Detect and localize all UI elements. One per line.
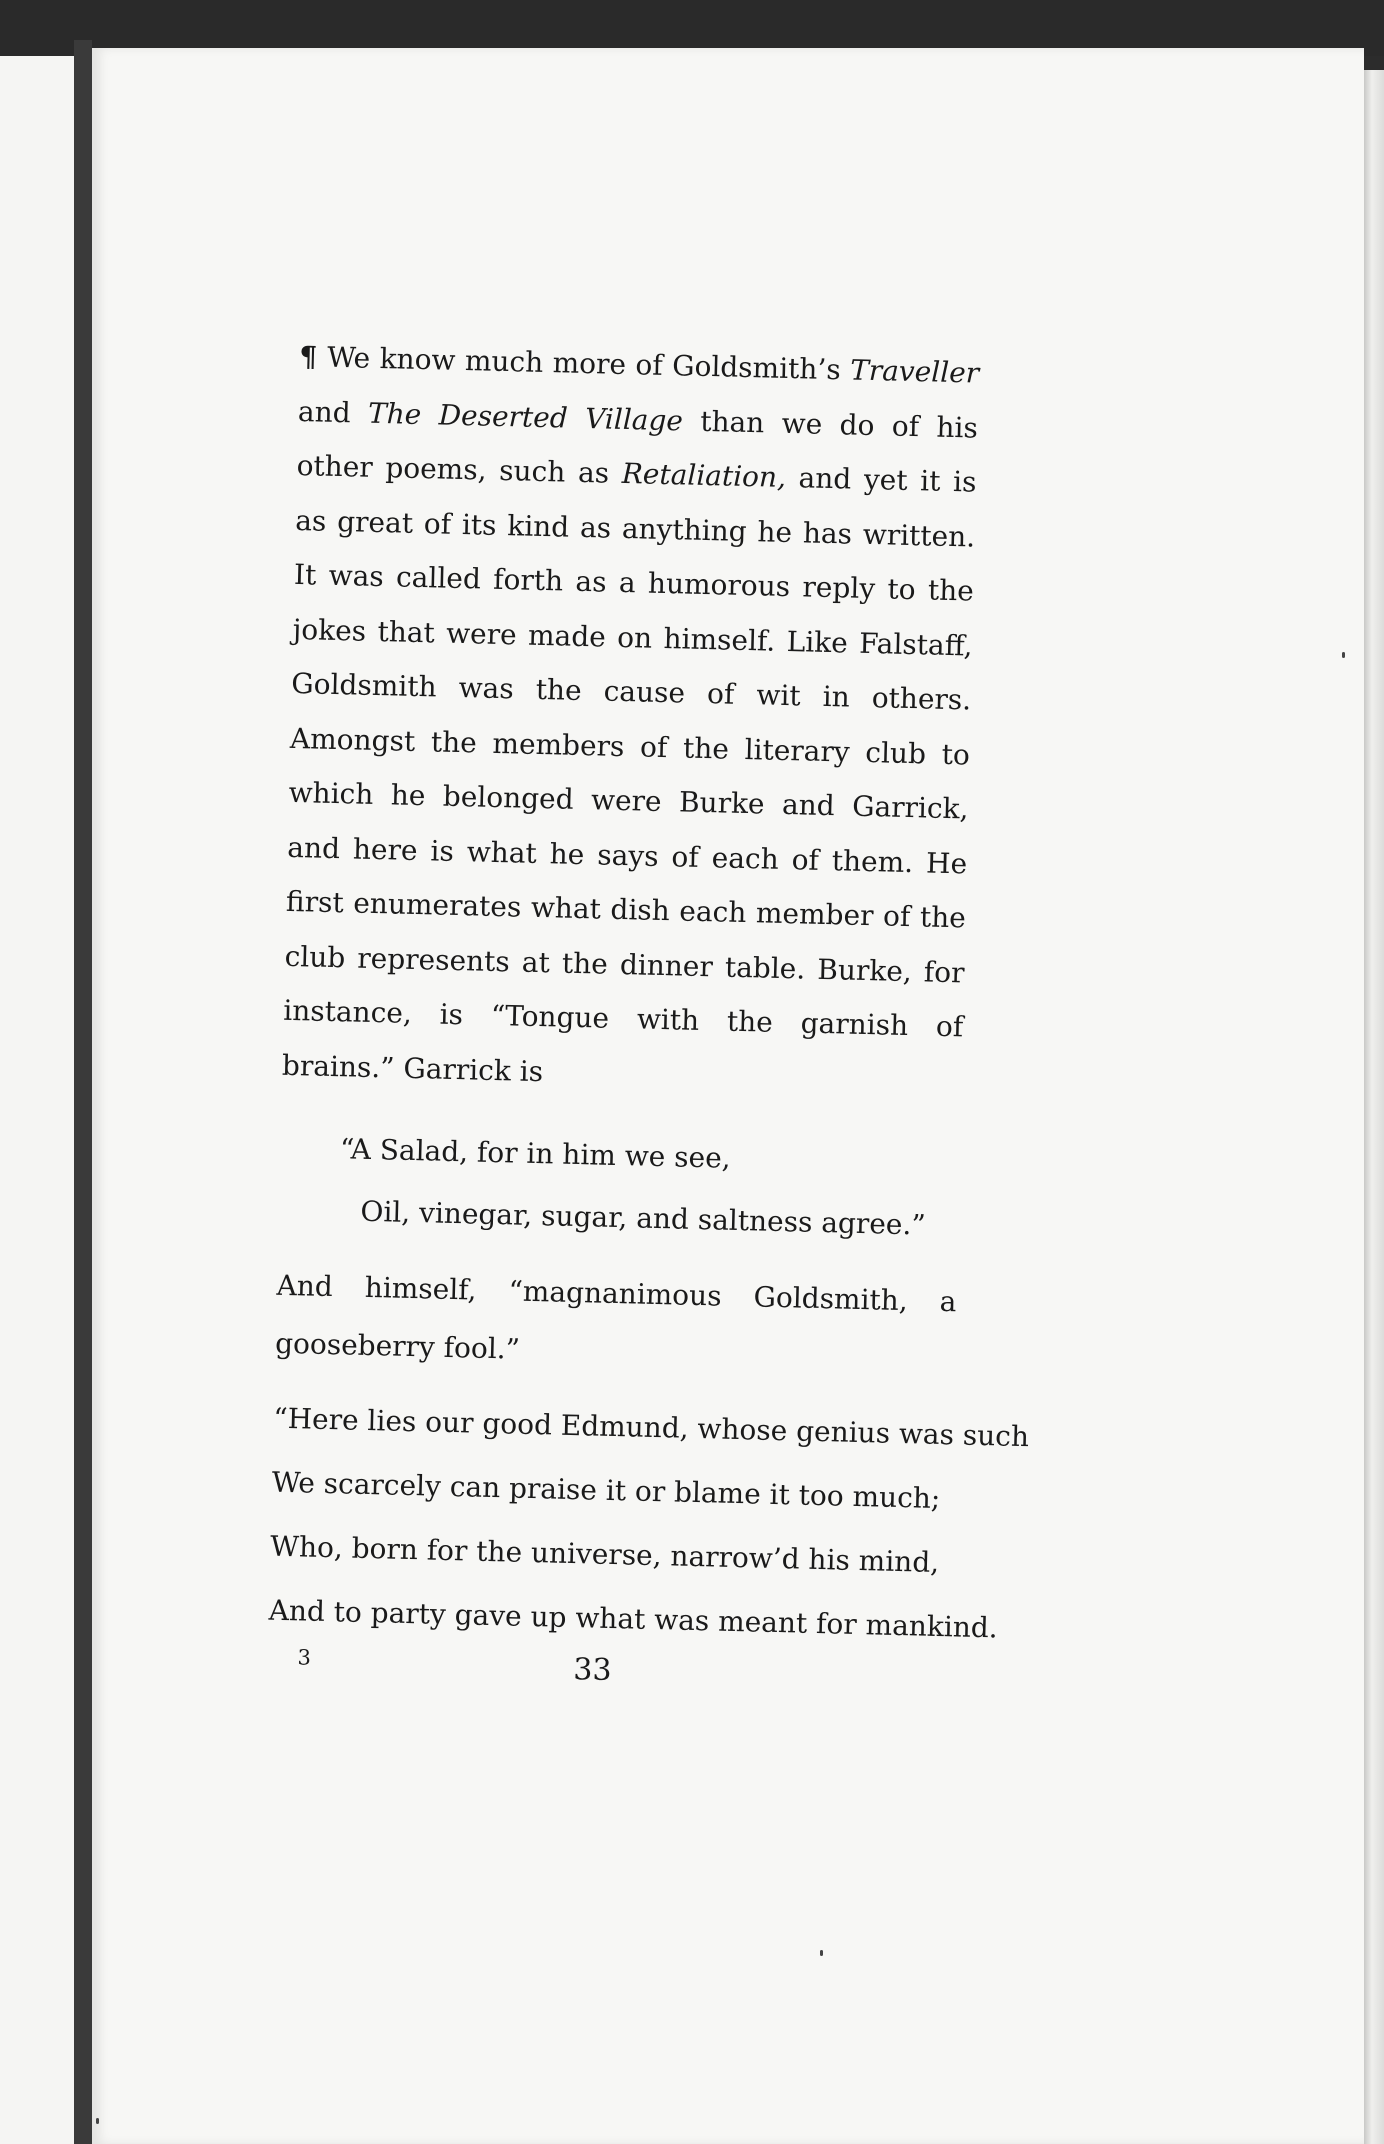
page-number: 33 [572,1652,612,1689]
dust-speck [1342,652,1345,658]
dust-speck [96,2118,99,2124]
page-text [267,330,1030,1701]
verse-line: We scarcely can praise it or blame it too much; [271,1465,941,1515]
verse-line: Who, born for the universe, narrow’d his mind, [269,1529,940,1579]
body-paragraph: And himself, “magnanimous Goldsmith, a gooseberry fool.” [274,1268,957,1366]
verse-line: “Here lies our good Edmund, whose genius was such [273,1401,1030,1454]
salad-verse [278,1117,961,1258]
verse-line: “A Salad, for in him we see, [339,1132,732,1175]
book-spine-shadow [74,40,92,2144]
page-edge [1364,70,1384,2144]
burke-epitaph-verse [268,1387,1030,1660]
facing-page-margin [0,56,74,2144]
dust-speck [820,1950,823,1956]
paragraph-text: We know much more of Goldsmith’s [326,340,851,387]
verse-line: And to party gave up what was meant for mankind. [268,1593,999,1645]
paragraph-text: and yet it is as great of its kind as anything he has written. It was called forth as a humorous reply to the jokes that were made on himself. Like Falstaff, Goldsmith was the cause of wit in others. Amongst the members of the literary club to which he belonged were Burke and Garrick, and here is what he says of each of them. He first enumerates what dish each member of the club represents at the dinner table. Burke, for instance, is “Tongue with the garnish of brains.” Garrick is [281,460,977,1088]
paragraph-text: and [297,394,369,430]
signature-mark: 3 [297,1645,312,1670]
italic-title: The Deserted Village [367,396,684,437]
italic-title: Retaliation, [621,456,787,494]
body-paragraph [281,330,979,1109]
paragraph-text: than we do of his other poems, such as [296,403,979,490]
pilcrow-mark: ¶ [298,339,318,374]
verse-line: Oil, vinegar, sugar, and saltness agree.” [360,1194,927,1242]
italic-title: Traveller [849,353,980,390]
